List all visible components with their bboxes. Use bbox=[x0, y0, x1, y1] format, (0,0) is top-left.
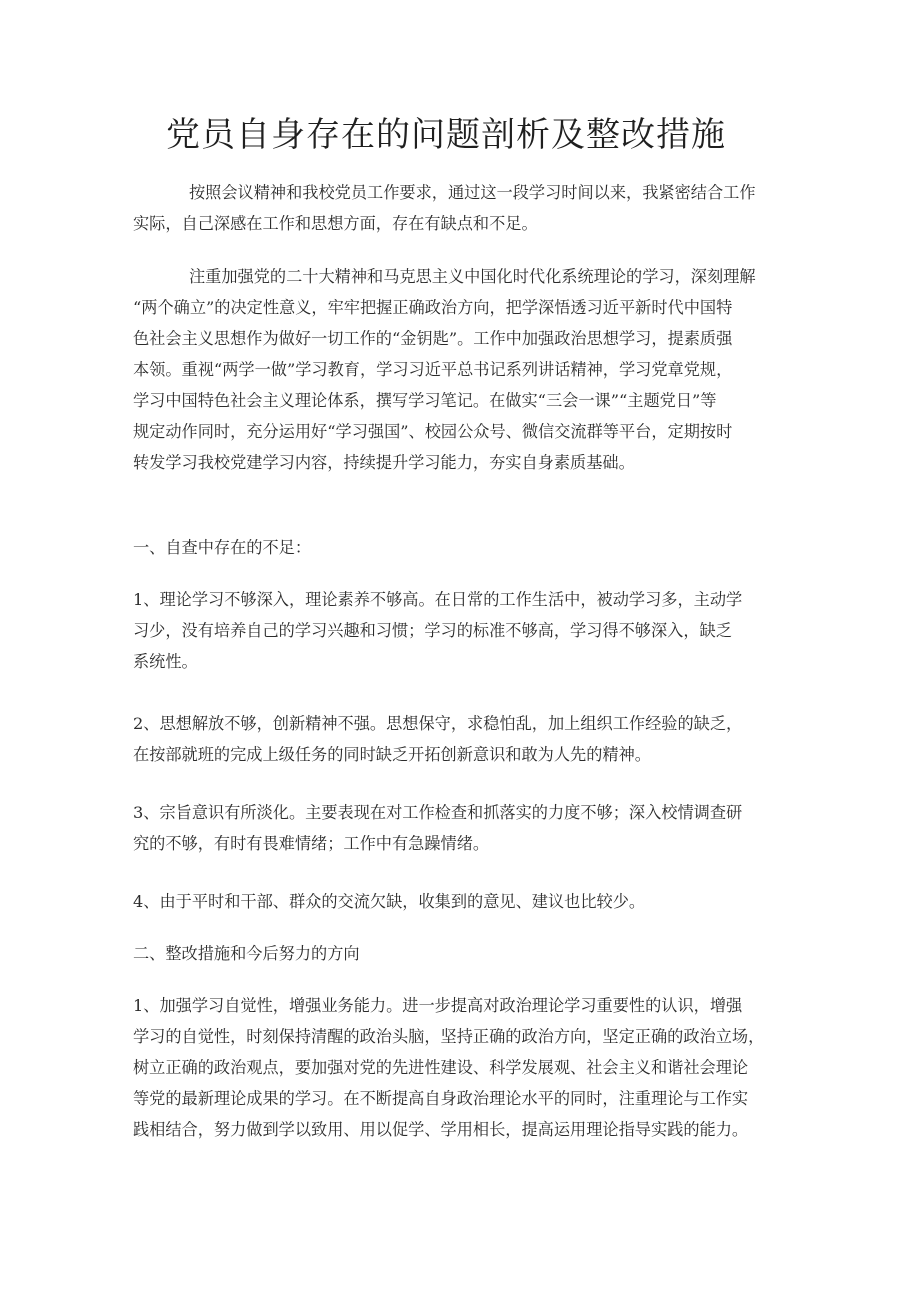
text-line: 本领。重视“两学一做”学习教育，学习习近平总书记系列讲话精神，学习党章党规， bbox=[133, 360, 733, 379]
section1-item-4 bbox=[133, 886, 793, 917]
text-line: 学习的自觉性，时刻保持清醒的政治头脑，坚持正确的政治方向，坚定正确的政治立场， bbox=[133, 1027, 765, 1046]
text-line: 4、由于平时和干部、群众的交流欠缺，收集到的意见、建议也比较少。 bbox=[133, 892, 646, 911]
text-line: 系统性。 bbox=[133, 652, 198, 671]
text-line: 1、加强学习自觉性，增强业务能力。进一步提高对政治理论学习重要性的认识，增强 bbox=[133, 996, 743, 1015]
section1-item-1 bbox=[133, 584, 793, 677]
text-line: 按照会议精神和我校党员工作要求，通过这一段学习时间以来，我紧密结合工作 bbox=[189, 183, 756, 202]
text-line: 习少，没有培养自己的学习兴趣和习惯；学习的标准不够高，学习得不够深入，缺乏 bbox=[133, 621, 732, 640]
section1-heading bbox=[133, 532, 793, 563]
text-line: 色社会主义思想作为做好一切工作的“金钥匙”。工作中加强政治思想学习，提素质强 bbox=[133, 329, 733, 348]
section2-heading bbox=[133, 938, 793, 969]
section-heading: 一、自查中存在的不足： bbox=[133, 538, 312, 557]
text-line: 规定动作同时，充分运用好“学习强国”、校园公众号、微信交流群等平台，定期按时 bbox=[133, 422, 733, 441]
text-line: 3、宗旨意识有所淡化。主要表现在对工作检查和抓落实的力度不够；深入校情调查研 bbox=[133, 803, 743, 822]
text-line: 等党的最新理论成果的学习。在不断提高自身政治理论水平的同时，注重理论与工作实 bbox=[133, 1089, 749, 1108]
text-line: “两个确立”的决定性意义，牢牢把握正确政治方向，把学深悟透习近平新时代中国特 bbox=[133, 298, 733, 317]
text-line: 1、理论学习不够深入，理论素养不够高。在日常的工作生活中，被动学习多，主动学 bbox=[133, 590, 743, 609]
text-line: 2、思想解放不够，创新精神不强。思想保守，求稳怕乱，加上组织工作经验的缺乏， bbox=[133, 714, 743, 733]
text-line: 转发学习我校党建学习内容，持续提升学习能力，夯实自身素质基础。 bbox=[133, 453, 635, 472]
intro-paragraph bbox=[133, 177, 793, 239]
section-heading: 二、整改措施和今后努力的方向 bbox=[133, 944, 360, 963]
text-line: 实际，自己深感在工作和思想方面，存在有缺点和不足。 bbox=[133, 214, 538, 233]
section1-item-2 bbox=[133, 708, 793, 770]
text-line: 践相结合，努力做到学以致用、用以促学、学用相长，提高运用理论指导实践的能力。 bbox=[133, 1120, 749, 1139]
text-line: 学习中国特色社会主义理论体系，撰写学习笔记。在做实“三会一课”“主题党日”等 bbox=[133, 391, 717, 410]
page-title: 党员自身存在的问题剖析及整改措施 bbox=[166, 115, 726, 155]
section2-item-1 bbox=[133, 990, 793, 1145]
study-paragraph bbox=[133, 261, 793, 478]
text-line: 在按部就班的完成上级任务的同时缺乏开拓创新意识和敢为人先的精神。 bbox=[133, 745, 651, 764]
section1-item-3 bbox=[133, 797, 793, 859]
text-line: 树立正确的政治观点，要加强对党的先进性建设、科学发展观、社会主义和谐社会理论 bbox=[133, 1058, 749, 1077]
text-line: 究的不够，有时有畏难情绪；工作中有急躁情绪。 bbox=[133, 834, 490, 853]
text-line: 注重加强党的二十大精神和马克思主义中国化时代化系统理论的学习，深刻理解 bbox=[189, 267, 756, 286]
